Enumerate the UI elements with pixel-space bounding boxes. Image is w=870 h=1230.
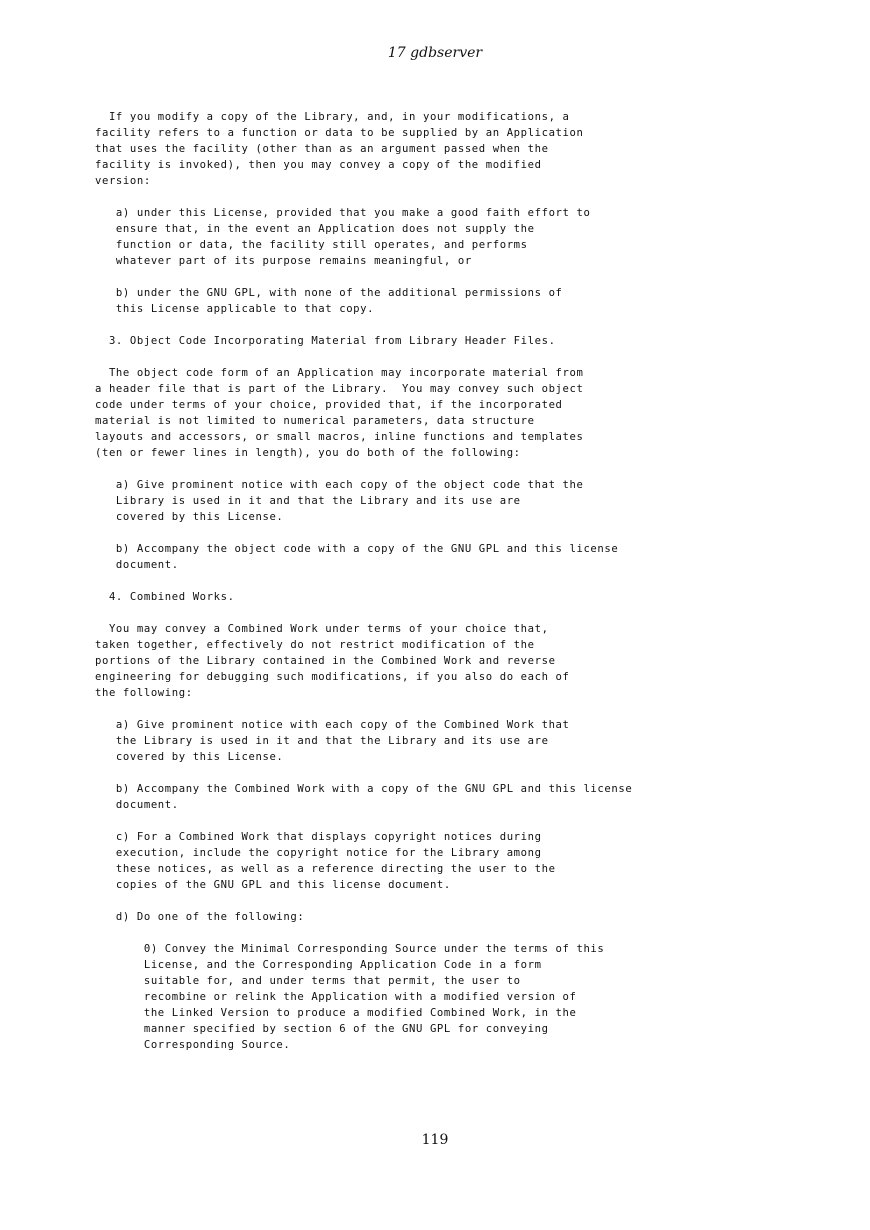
- license-text-block: If you modify a copy of the Library, and, in your modifications, a facility refers to a function or data to be supplied by an Application that uses the facility (other than as an argument passed when the facility is invoked), then you may convey a copy of the modified version: a) under this License, provided that you make a good faith effort to ensure that, in the event an Application does not supply the function or data, the facility still operates, and performs whatever part of its purpose remains meaningful, or b) under the GNU GPL, with none of the additional permissions of this License applicable to that copy. 3. Object Code Incorporating Material from Library Header Files. The object code form of an Application may incorporate material from a header file that is part of the Library. You may convey such object code under terms of your choice, provided that, if the incorporated material is not limited to numerical parameters, data structure layouts and accessors, or small macros, inline functions and templates (ten or fewer lines in length), you do both of the following: a) Give prominent notice with each copy of the object code that the Library is used in it and that the Library and its use are covered by this License. b) Accompany the object code with a copy of the GNU GPL and this license document. 4. Combined Works. You may convey a Combined Work under terms of your choice that, taken together, effectively do not restrict modification of the portions of the Library contained in the Combined Work and reverse engineering for debugging such modifications, if you also do each of the following: a) Give prominent notice with each copy of the Combined Work that the Library is used in it and that the Library and its use are covered by this License. b) Accompany the Combined Work with a copy of the GNU GPL and this license document. c) For a Combined Work that displays copyright notices during execution, include the copyright notice for the Library among these notices, as well as a reference directing the user to the copies of the GNU GPL and this license document. d) Do one of the following: 0) Convey the Minimal Corresponding Source under the terms of this License, and the Corresponding Application Code in a form suitable for, and under terms that permit, the user to recombine or relink the Application with a modified version of the Linked Version to produce a modified Combined Work, in the manner specified by section 6 of the GNU GPL for conveying Corresponding Source.: [95, 111, 633, 1051]
- page-number: 119: [421, 1132, 449, 1148]
- running-header: 17 gdbserver: [387, 45, 483, 61]
